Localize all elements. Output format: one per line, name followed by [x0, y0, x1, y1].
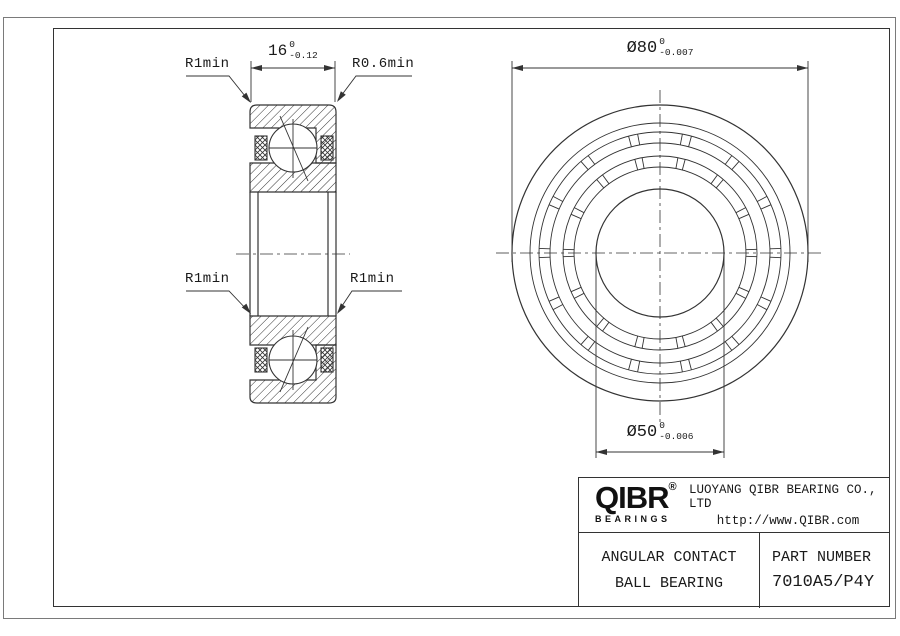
fillet-label-mid-left: R1min: [185, 271, 230, 287]
logo-subtitle: BEARINGS: [595, 514, 671, 524]
title-block-body-row: [579, 533, 889, 608]
logo: [595, 482, 677, 524]
fillet-label-mid-right: R1min: [350, 271, 395, 287]
product-line-1: ANGULAR CONTACT: [601, 549, 737, 566]
width-dimension-lines: [251, 61, 335, 102]
fillet-label-top-left: R1min: [185, 56, 230, 72]
section-upper-half: [250, 105, 336, 192]
section-lower-half: [250, 316, 336, 403]
title-block: [578, 477, 890, 607]
cage-section-lower-right: [321, 348, 333, 372]
company-name: LUOYANG QIBR BEARING CO., LTD: [689, 482, 877, 511]
company-zone: [689, 478, 887, 532]
product-line-2: BALL BEARING: [614, 575, 724, 592]
bore-diameter-dimension-text: Ø50 0 -0.006: [626, 420, 694, 442]
part-number-value: 7010A5/P4Y: [772, 573, 875, 592]
part-number-label: PART NUMBER: [772, 549, 872, 566]
part-number-cell: [760, 533, 889, 608]
outer-diameter-dimension-text: Ø80 0 -0.007: [626, 36, 694, 58]
title-block-header-row: [579, 478, 889, 533]
logo-wordmark: QIBR®: [595, 480, 677, 515]
cage-section-upper-left: [255, 136, 267, 160]
fillet-label-top-right: R0.6min: [352, 56, 415, 72]
registered-mark: ®: [668, 481, 677, 493]
cage-section-lower-left: [255, 348, 267, 372]
width-dimension-text: 16 0 -0.12: [268, 39, 318, 61]
product-name-cell: [579, 533, 760, 608]
cage-section-upper-right: [321, 136, 333, 160]
bore-silhouette: [236, 192, 350, 316]
front-view: [496, 90, 824, 425]
website-url: http://www.QIBR.com: [716, 513, 860, 528]
